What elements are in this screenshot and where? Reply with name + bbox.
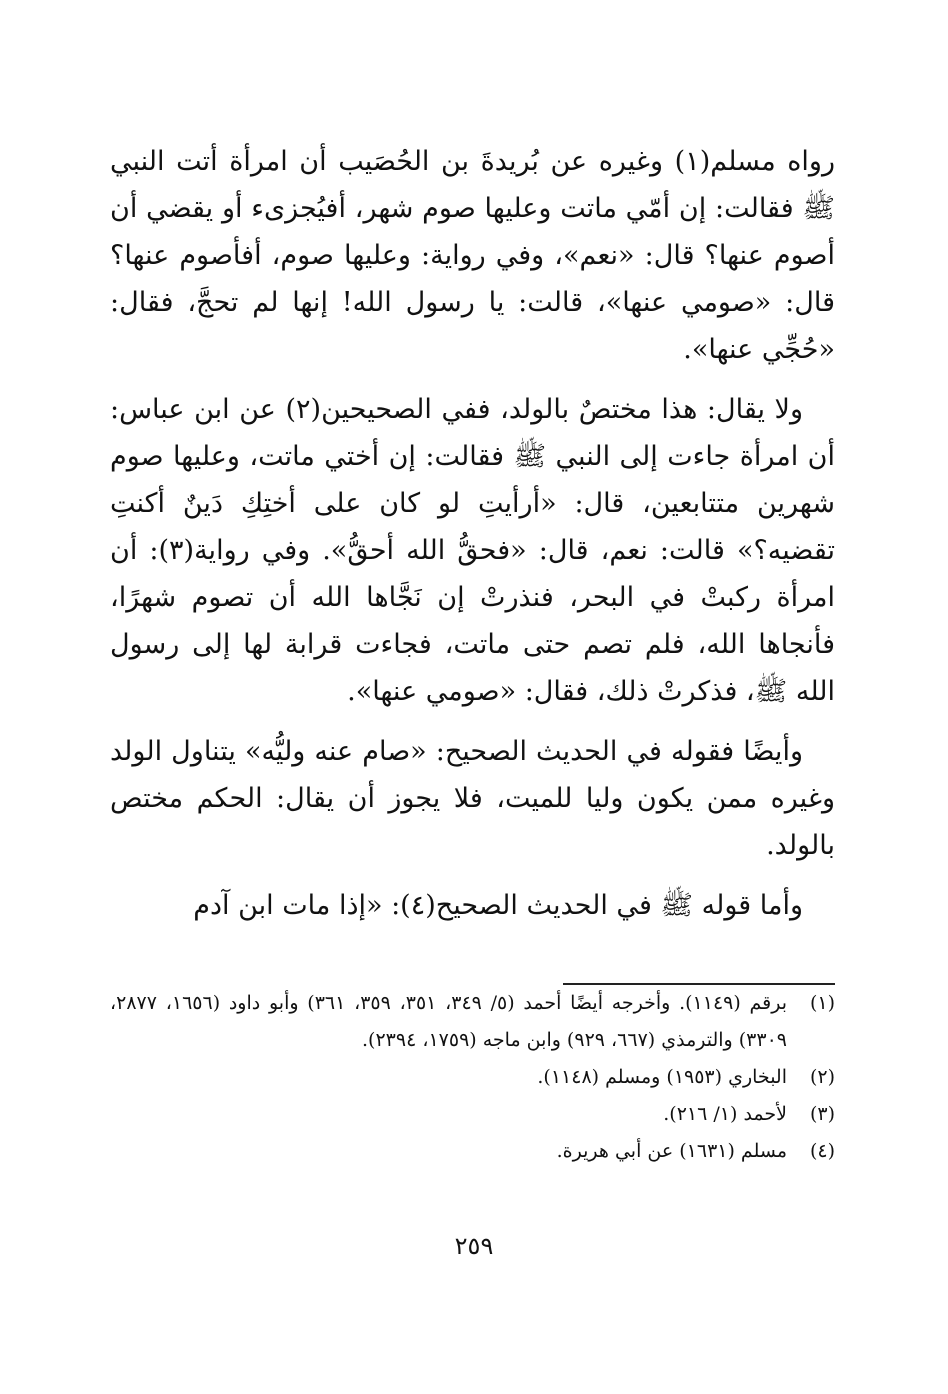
footnote-text: برقم (١١٤٩). وأخرجه أيضًا أحمد (٥/ ٣٤٩، ٣٥١، ٣٥٩، ٣٦١) وأبو داود (١٦٥٦، ٢٨٧٧، ٣٣٠٩) والترمذي (٦٦٧، ٩٢٩) وابن ماجه (١٧٥٩، ٢٣٩٤).	[110, 992, 788, 1051]
paragraph-2: ولا يقال: هذا مختصٌ بالولد، ففي الصحيحين(٢) عن ابن عباس: أن امرأة جاءت إلى النبي ﷺ فقالت: إن أختي ماتت، وعليها صوم شهرين متتابعين، قال: «أرأيتِ لو كان على أختِكِ دَينٌ أكنتِ تقضيه؟» قالت: نعم، قال: «فحقُّ الله أحقُّ». وفي رواية(٣): أن امرأة ركبتْ في البحر، فنذرتْ إن نَجَّاها الله أن تصوم شهرًا، فأنجاها الله، فلم تصم حتى ماتت، فجاءت قرابة لها إلى رسول الله ﷺ، فذكرتْ ذلك، فقال: «صومي عنها».	[110, 394, 836, 707]
footnote-text: لأحمد (١/ ٢١٦).	[663, 1103, 787, 1125]
footnote-3	[110, 1096, 835, 1133]
footnote-text: مسلم (١٦٣١) عن أبي هريرة.	[556, 1140, 787, 1162]
main-text	[110, 138, 835, 942]
footnote-marker: (٤)	[809, 1140, 835, 1162]
paragraph-4: وأما قوله ﷺ في الحديث الصحيح(٤): «إذا مات ابن آدم	[193, 890, 803, 921]
footnote-marker: (١)	[809, 992, 835, 1014]
footnote-1	[110, 985, 835, 1059]
page-number: ٢٥٩	[454, 1232, 494, 1260]
footnote-4	[110, 1133, 835, 1170]
footnote-marker: (٢)	[809, 1066, 835, 1088]
footnote-text: البخاري (١٩٥٣) ومسلم (١١٤٨).	[537, 1066, 787, 1088]
paragraph-1: رواه مسلم(١) وغيره عن بُريدةَ بن الحُصَيب أن امرأة أتت النبي ﷺ فقالت: إن أمّي ماتت وعليها صوم شهر، أفيُجزىء أو يقضي أن أصوم عنها؟ قال: «نعم»، وفي رواية: وعليها صوم، أفأصوم عنها؟ قال: «صومي عنها»، قالت: يا رسول الله! إنها لم تحجَّ، فقال: «حُجِّي عنها».	[110, 146, 835, 365]
footnote-2	[110, 1059, 835, 1096]
footnotes	[110, 985, 835, 1170]
footnote-marker: (٣)	[809, 1103, 835, 1125]
paragraph-3: وأيضًا فقوله في الحديث الصحيح: «صام عنه وليُّه» يتناول الولد وغيره ممن يكون وليا للميت، فلا يجوز أن يقال: الحكم مختص بالولد.	[110, 736, 835, 861]
